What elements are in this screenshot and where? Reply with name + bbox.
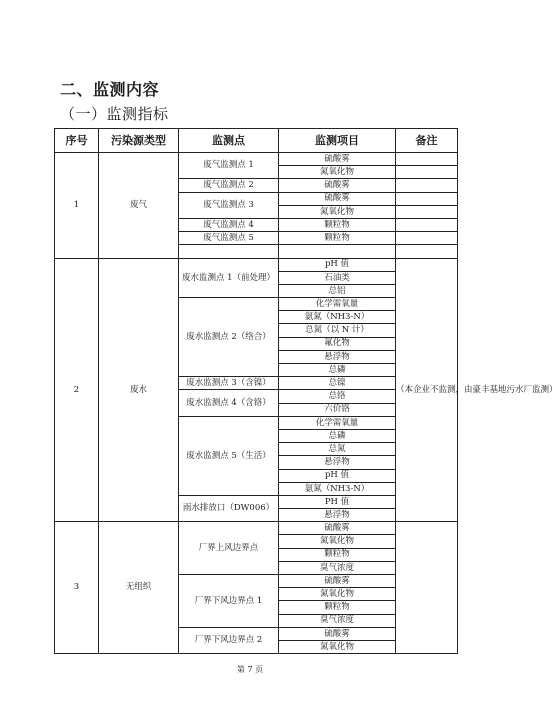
monitoring-point: 废气监测点 4 xyxy=(179,218,279,231)
monitoring-item: 硫酸雾 xyxy=(279,153,396,166)
monitoring-item: 臭气浓度 xyxy=(279,561,396,574)
remark-cell xyxy=(396,245,458,258)
monitoring-item: 总磷 xyxy=(279,364,396,377)
monitoring-item: 颗粒物 xyxy=(279,548,396,561)
monitoring-item: 悬浮物 xyxy=(279,350,396,363)
remark-cell xyxy=(396,522,458,654)
monitoring-item: 总铬 xyxy=(279,390,396,403)
group-no: 2 xyxy=(55,258,99,522)
monitoring-item: 化学需氧量 xyxy=(279,416,396,429)
remark-cell xyxy=(396,232,458,245)
remark-cell xyxy=(396,205,458,218)
monitoring-point xyxy=(179,245,279,258)
monitoring-item: 六价铬 xyxy=(279,403,396,416)
monitoring-item: 氨氮（NH3-N） xyxy=(279,482,396,495)
group-no: 3 xyxy=(55,522,99,654)
monitoring-point: 厂界下风边界点 2 xyxy=(179,627,279,653)
monitoring-point: 废水监测点 4（含铬） xyxy=(179,390,279,416)
monitoring-point: 废气监测点 3 xyxy=(179,192,279,218)
monitoring-item: 硫酸雾 xyxy=(279,192,396,205)
remark-cell xyxy=(396,153,458,166)
group-type: 废气 xyxy=(99,153,179,259)
monitoring-item: 臭气浓度 xyxy=(279,614,396,627)
monitoring-table xyxy=(54,128,558,654)
monitoring-item: 硫酸雾 xyxy=(279,627,396,640)
monitoring-item: 总磷 xyxy=(279,429,396,442)
header-remark: 备注 xyxy=(396,129,458,153)
monitoring-item: 氮氧化物 xyxy=(279,205,396,218)
header-item: 监测项目 xyxy=(279,129,396,153)
monitoring-point: 废水监测点 1（前处理） xyxy=(179,258,279,298)
monitoring-point: 废气监测点 1 xyxy=(179,153,279,179)
group-no: 1 xyxy=(55,153,99,259)
wastewater-remark: （本企业不监测，由豪丰基地污水厂监测） xyxy=(396,258,458,522)
header-point: 监测点 xyxy=(179,129,279,153)
monitoring-point: 废气监测点 5 xyxy=(179,232,279,245)
monitoring-item: 总镍 xyxy=(279,377,396,390)
monitoring-point: 废水监测点 5（生活） xyxy=(179,416,279,495)
monitoring-item: 硫酸雾 xyxy=(279,522,396,535)
monitoring-point: 雨水排放口（DW006） xyxy=(179,495,279,521)
remark-cell xyxy=(396,179,458,192)
monitoring-item: 硫酸雾 xyxy=(279,575,396,588)
header-source-type: 污染源类型 xyxy=(99,129,179,153)
remark-cell xyxy=(396,192,458,205)
group-type: 无组织 xyxy=(99,522,179,654)
section-title: 二、监测内容 xyxy=(60,80,160,99)
table-row xyxy=(55,258,458,271)
remark-cell xyxy=(396,166,458,179)
monitoring-item: 总氮（以 N 计） xyxy=(279,324,396,337)
monitoring-item: 氮氧化物 xyxy=(279,166,396,179)
monitoring-item: 氮氧化物 xyxy=(279,535,396,548)
monitoring-item: 硫酸雾 xyxy=(279,179,396,192)
monitoring-point: 厂界上风边界点 xyxy=(179,522,279,575)
subsection-title: （一）监测指标 xyxy=(60,105,169,123)
monitoring-item: 总铝 xyxy=(279,284,396,297)
monitoring-point: 废水监测点 3（含镍） xyxy=(179,377,279,390)
table-row xyxy=(55,522,458,535)
monitoring-item: 氟化物 xyxy=(279,337,396,350)
monitoring-item: 氮氧化物 xyxy=(279,640,396,653)
monitoring-item: 悬浮物 xyxy=(279,456,396,469)
monitoring-item: 总氮 xyxy=(279,443,396,456)
remark-cell xyxy=(396,218,458,231)
monitoring-point: 厂界下风边界点 1 xyxy=(179,575,279,628)
table-header-row xyxy=(55,129,458,153)
monitoring-item: 氨氮（NH3-N） xyxy=(279,311,396,324)
monitoring-item: 颗粒物 xyxy=(279,218,396,231)
monitoring-item: 颗粒物 xyxy=(279,232,396,245)
monitoring-item: pH 值 xyxy=(279,258,396,271)
monitoring-item: pH 值 xyxy=(279,469,396,482)
monitoring-item: 化学需氧量 xyxy=(279,298,396,311)
table-row xyxy=(55,153,458,166)
monitoring-item: 石油类 xyxy=(279,271,396,284)
monitoring-point: 废气监测点 2 xyxy=(179,179,279,192)
monitoring-item xyxy=(279,245,396,258)
page-number: 第 7 页 xyxy=(236,665,264,674)
monitoring-point: 废水监测点 2（络合） xyxy=(179,298,279,377)
monitoring-item: 悬浮物 xyxy=(279,509,396,522)
header-no: 序号 xyxy=(55,129,99,153)
monitoring-item: 颗粒物 xyxy=(279,601,396,614)
monitoring-item: PH 值 xyxy=(279,495,396,508)
group-type: 废水 xyxy=(99,258,179,522)
monitoring-item: 氮氧化物 xyxy=(279,588,396,601)
